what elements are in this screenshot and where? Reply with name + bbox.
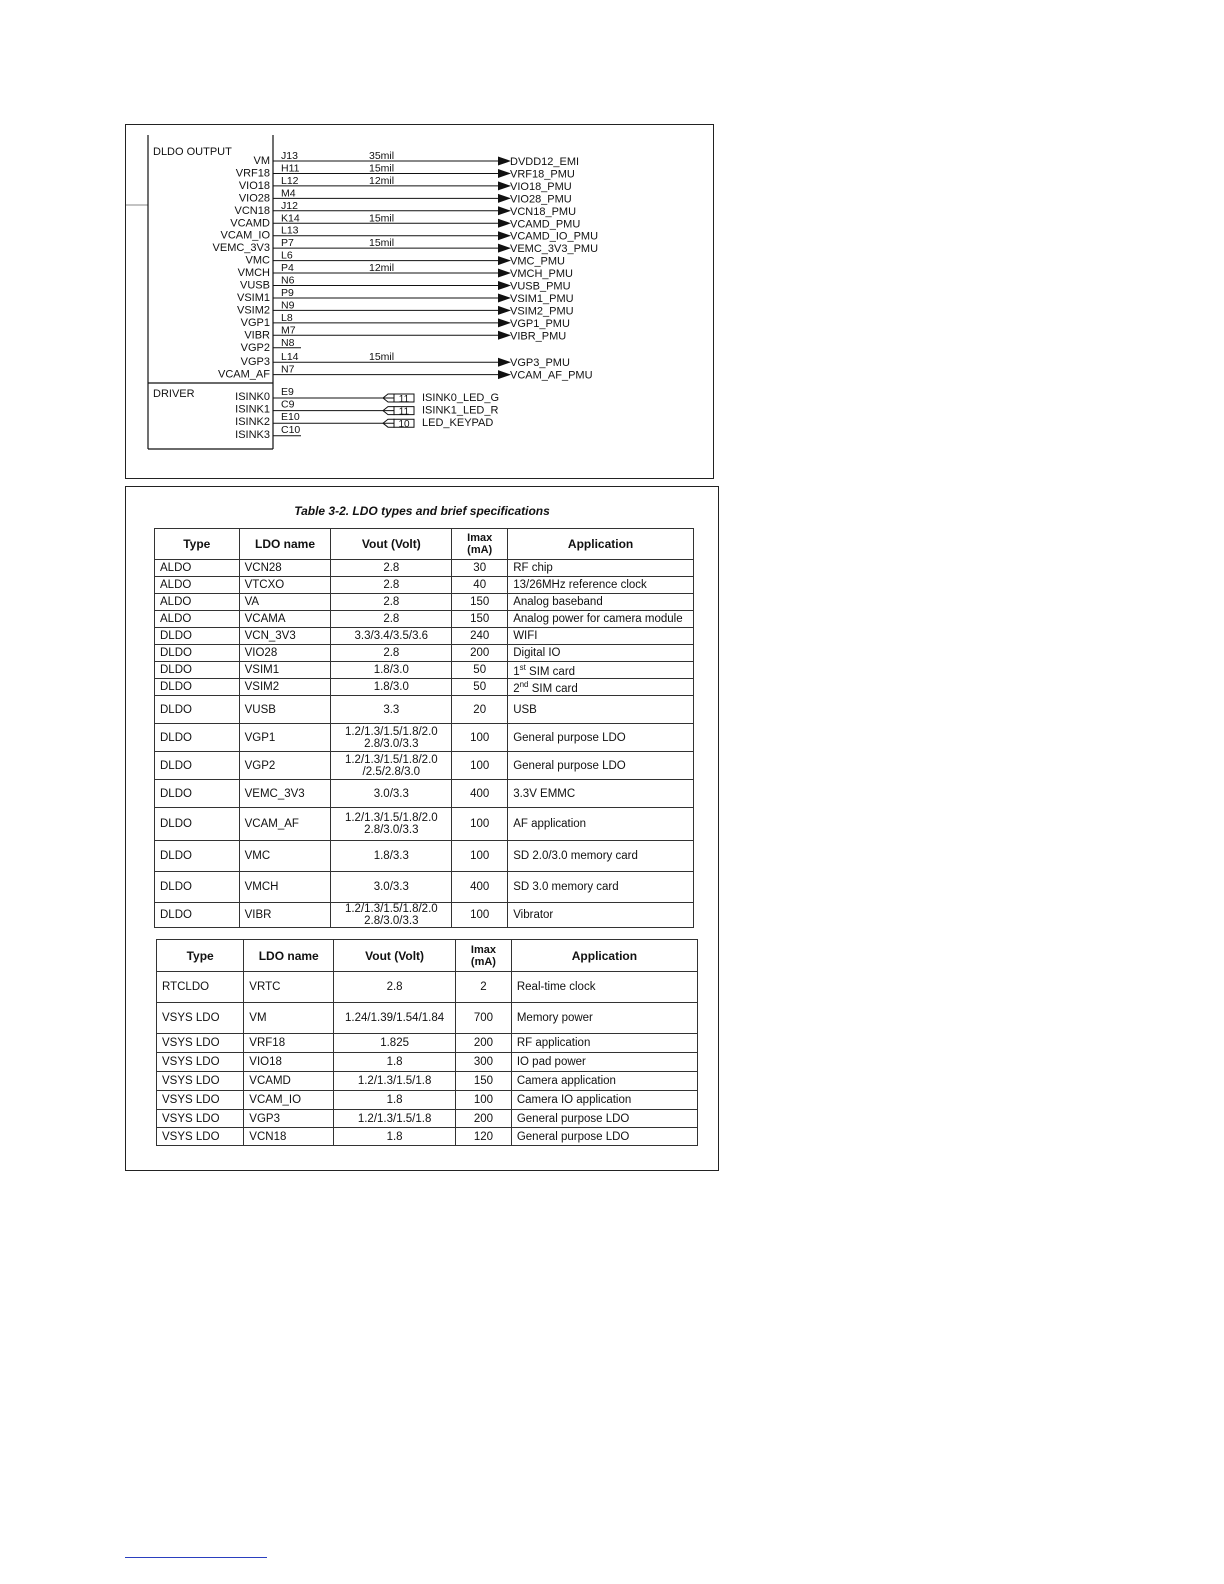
- net-label: VRF18_PMU: [510, 168, 575, 181]
- column-header: Application: [511, 940, 697, 972]
- ldo-spec-table-part1: [154, 528, 694, 928]
- table-cell: DLDO: [155, 903, 240, 928]
- table-cell: 120: [456, 1128, 512, 1146]
- table-cell: VGP3: [244, 1110, 334, 1128]
- ball-label: M7: [281, 324, 296, 337]
- table-cell: VSYS LDO: [157, 1053, 244, 1072]
- ball-label: L14: [281, 351, 299, 364]
- table-cell: VGP1: [239, 724, 331, 752]
- schematic-figure: [125, 124, 714, 479]
- ball-label: P4: [281, 262, 294, 275]
- driver-pin-label: ISINK1: [235, 403, 270, 416]
- net-label: VGP1_PMU: [510, 317, 570, 330]
- table-cell: ALDO: [155, 577, 240, 594]
- table-cell: 1.825: [334, 1034, 456, 1053]
- ldo-pin-label: VM: [253, 155, 270, 167]
- net-label: VCAM_AF_PMU: [510, 369, 593, 382]
- ldo-output-schematic: [126, 125, 712, 477]
- ball-label: L13: [281, 224, 299, 237]
- table-row: [157, 1110, 698, 1128]
- table-row: [155, 752, 694, 780]
- table-cell: 3.3/3.4/3.5/3.6: [331, 628, 452, 645]
- table-row: [157, 1034, 698, 1053]
- driver-pin-label: ISINK2: [235, 416, 270, 429]
- table-cell: 400: [452, 872, 508, 903]
- table-row: [155, 594, 694, 611]
- ldo-pin-label: VIO18: [238, 179, 270, 192]
- table-cell: DLDO: [155, 841, 240, 872]
- table-cell: VSYS LDO: [157, 1091, 244, 1110]
- block-label-dldo: DLDO OUTPUT: [153, 146, 232, 158]
- page-ref-label: 11: [398, 394, 410, 405]
- ldo-pin-label: VCN18: [234, 204, 270, 217]
- net-label: VCAMD_PMU: [510, 218, 581, 231]
- table-cell: VUSB: [239, 696, 331, 724]
- table-cell: VCAM_IO: [244, 1091, 334, 1110]
- table-cell: 1.8: [334, 1128, 456, 1146]
- table-cell: 100: [456, 1091, 512, 1110]
- table-cell: 2: [456, 972, 512, 1003]
- net-label: VMCH_PMU: [510, 268, 573, 281]
- table-cell: 100: [452, 724, 508, 752]
- trace-width-label: 35mil: [369, 150, 395, 162]
- table-cell: 150: [452, 594, 508, 611]
- ldo-pin-label: VMC: [245, 254, 270, 267]
- table-cell: 100: [452, 808, 508, 841]
- table-cell: VCN18: [244, 1128, 334, 1146]
- table-cell: 100: [452, 903, 508, 928]
- table-cell: 200: [456, 1034, 512, 1053]
- table-cell: 240: [452, 628, 508, 645]
- ldo-pin-label: VUSB: [240, 279, 270, 292]
- ball-label: E9: [281, 386, 294, 398]
- table-row: [155, 724, 694, 752]
- ldo-pin-label: VRF18: [235, 167, 270, 180]
- table-cell: DLDO: [155, 752, 240, 780]
- table-header-row: [157, 940, 698, 972]
- table-cell: General purpose LDO: [508, 752, 694, 780]
- table-cell: 400: [452, 780, 508, 808]
- net-label: VMC_PMU: [510, 255, 566, 268]
- table-cell: 1.2/1.3/1.5/1.8/2.0 2.8/3.0/3.3: [331, 808, 452, 841]
- table-row: [155, 841, 694, 872]
- table-cell: VA: [239, 594, 331, 611]
- table-row: [157, 1003, 698, 1034]
- table-cell: VRF18: [244, 1034, 334, 1053]
- table-cell: VEMC_3V3: [239, 780, 331, 808]
- net-label: VIO28_PMU: [510, 193, 572, 206]
- table-cell: DLDO: [155, 780, 240, 808]
- table-cell: Vibrator: [508, 903, 694, 928]
- driver-net-label: ISINK1_LED_R: [422, 404, 499, 417]
- table-cell: AF application: [508, 808, 694, 841]
- table-header-row: [155, 529, 694, 560]
- table-row: [155, 808, 694, 841]
- net-label: VUSB_PMU: [510, 280, 571, 293]
- table-cell: VIBR: [239, 903, 331, 928]
- net-label: VEMC_3V3_PMU: [510, 243, 599, 256]
- ball-label: P9: [281, 286, 294, 299]
- ldo-pin-label: VSIM1: [236, 291, 270, 304]
- table-cell: 150: [452, 611, 508, 628]
- table-cell: 2.8: [331, 560, 452, 577]
- table-cell: DLDO: [155, 628, 240, 645]
- table-cell: 200: [452, 645, 508, 662]
- table-cell: VIO28: [239, 645, 331, 662]
- page-ref-label: 10: [398, 419, 410, 431]
- table-cell: 2.8: [334, 972, 456, 1003]
- driver-net-label: LED_KEYPAD: [422, 417, 494, 430]
- column-header: LDO name: [239, 529, 331, 560]
- table-row: [157, 1072, 698, 1091]
- table-cell: USB: [508, 696, 694, 724]
- ldo-pin-label: VCAM_AF: [218, 368, 270, 381]
- ldo-pin-label: VMCH: [237, 267, 270, 280]
- table-cell: VGP2: [239, 752, 331, 780]
- table-cell: RF chip: [508, 560, 694, 577]
- ldo-pin-label: VGP3: [240, 356, 270, 369]
- column-header: Application: [508, 529, 694, 560]
- table-row: [157, 1053, 698, 1072]
- table-cell: Analog baseband: [508, 594, 694, 611]
- ball-label: L12: [281, 174, 299, 187]
- trace-width-label: 15mil: [369, 212, 395, 225]
- ball-label: J13: [281, 150, 298, 162]
- table-cell: RTCLDO: [157, 972, 244, 1003]
- column-header: Type: [157, 940, 244, 972]
- table-row: [155, 872, 694, 903]
- table-row: [155, 611, 694, 628]
- ball-label: E10: [281, 411, 300, 424]
- table-cell: General purpose LDO: [511, 1110, 697, 1128]
- table-cell: 40: [452, 577, 508, 594]
- table-caption: Table 3-2. LDO types and brief specifications: [294, 504, 550, 518]
- ball-label: N8: [281, 336, 295, 349]
- ldo-pin-label: VCAMD: [230, 217, 270, 230]
- ball-label: N7: [281, 363, 295, 376]
- table-cell: 1.8: [334, 1053, 456, 1072]
- page-ref-label: 11: [398, 406, 410, 418]
- column-header: Vout (Volt): [331, 529, 452, 560]
- table-cell: 150: [456, 1072, 512, 1091]
- ldo-pin-label: VEMC_3V3: [212, 242, 270, 255]
- table-cell: WIFI: [508, 628, 694, 645]
- net-label: VIBR_PMU: [510, 330, 567, 343]
- table-cell: ALDO: [155, 611, 240, 628]
- ball-label: H11: [281, 162, 300, 175]
- table-cell: 2nd SIM card: [508, 679, 694, 696]
- trace-width-label: 15mil: [369, 237, 395, 250]
- driver-net-label: ISINK0_LED_G: [422, 392, 500, 404]
- table-cell: DLDO: [155, 724, 240, 752]
- table-row: [155, 628, 694, 645]
- ball-label: M4: [281, 187, 296, 200]
- table-cell: 1.8/3.3: [331, 841, 452, 872]
- table-cell: DLDO: [155, 662, 240, 679]
- table-cell: VIO18: [244, 1053, 334, 1072]
- table-cell: 1.2/1.3/1.5/1.8/2.0 2.8/3.0/3.3: [331, 903, 452, 928]
- table-cell: VCN_3V3: [239, 628, 331, 645]
- table-row: [155, 577, 694, 594]
- table-cell: 3.3V EMMC: [508, 780, 694, 808]
- net-label: VIO18_PMU: [510, 180, 572, 193]
- net-label: VSIM1_PMU: [510, 292, 574, 305]
- table-cell: DLDO: [155, 808, 240, 841]
- table-cell: VSYS LDO: [157, 1034, 244, 1053]
- table-row: [157, 972, 698, 1003]
- table-cell: 100: [452, 752, 508, 780]
- table-cell: Digital IO: [508, 645, 694, 662]
- table-cell: 20: [452, 696, 508, 724]
- ball-label: L6: [281, 249, 293, 262]
- ball-label: C10: [281, 423, 301, 436]
- table-cell: VSIM2: [239, 679, 331, 696]
- net-label: VGP3_PMU: [510, 357, 570, 370]
- table-cell: IO pad power: [511, 1053, 697, 1072]
- ball-label: L8: [281, 311, 293, 324]
- table-cell: General purpose LDO: [511, 1128, 697, 1146]
- table-cell: VRTC: [244, 972, 334, 1003]
- footnote-separator: [125, 1557, 267, 1558]
- table-cell: Analog power for camera module: [508, 611, 694, 628]
- table-cell: Memory power: [511, 1003, 697, 1034]
- ldo-pin-label: VIBR: [244, 329, 270, 342]
- table-cell: 30: [452, 560, 508, 577]
- table-row: [155, 780, 694, 808]
- table-cell: ALDO: [155, 594, 240, 611]
- column-header: Vout (Volt): [334, 940, 456, 972]
- ball-label: N9: [281, 299, 295, 312]
- table-cell: 2.8: [331, 577, 452, 594]
- table-cell: VSIM1: [239, 662, 331, 679]
- table-cell: 1.8/3.0: [331, 662, 452, 679]
- column-header: Type: [155, 529, 240, 560]
- table-cell: 1.2/1.3/1.5/1.8: [334, 1110, 456, 1128]
- table-cell: 13/26MHz reference clock: [508, 577, 694, 594]
- net-label: DVDD12_EMI: [510, 156, 580, 168]
- net-label: VCN18_PMU: [510, 205, 577, 218]
- ball-label: J12: [281, 199, 298, 212]
- ldo-pin-label: VSIM2: [236, 304, 270, 317]
- trace-width-label: 12mil: [369, 174, 395, 187]
- table-cell: VTCXO: [239, 577, 331, 594]
- table-cell: VMCH: [239, 872, 331, 903]
- ball-label: P7: [281, 237, 294, 250]
- table-cell: VSYS LDO: [157, 1003, 244, 1034]
- driver-pin-label: ISINK0: [235, 391, 270, 403]
- table-cell: 1.8: [334, 1091, 456, 1110]
- table-cell: 100: [452, 841, 508, 872]
- trace-width-label: 15mil: [369, 351, 395, 364]
- table-cell: VMC: [239, 841, 331, 872]
- table-cell: 50: [452, 662, 508, 679]
- table-cell: 1.2/1.3/1.5/1.8/2.0 2.8/3.0/3.3: [331, 724, 452, 752]
- table-cell: SD 2.0/3.0 memory card: [508, 841, 694, 872]
- table-cell: 300: [456, 1053, 512, 1072]
- table-cell: VCAM_AF: [239, 808, 331, 841]
- table-cell: VM: [244, 1003, 334, 1034]
- column-header: Imax (mA): [456, 940, 512, 972]
- table-cell: ALDO: [155, 560, 240, 577]
- block-label-driver: DRIVER: [153, 388, 195, 400]
- table-cell: 1.24/1.39/1.54/1.84: [334, 1003, 456, 1034]
- table-cell: 3.0/3.3: [331, 872, 452, 903]
- table-cell: SD 3.0 memory card: [508, 872, 694, 903]
- table-cell: DLDO: [155, 696, 240, 724]
- table-cell: 3.3: [331, 696, 452, 724]
- table-cell: 50: [452, 679, 508, 696]
- table-cell: 2.8: [331, 645, 452, 662]
- table-cell: DLDO: [155, 645, 240, 662]
- ldo-spec-table-part2: [156, 939, 698, 1146]
- column-header: LDO name: [244, 940, 334, 972]
- table-cell: VCN28: [239, 560, 331, 577]
- table-row: [155, 645, 694, 662]
- table-cell: 200: [456, 1110, 512, 1128]
- table-row: [157, 1128, 698, 1146]
- table-cell: General purpose LDO: [508, 724, 694, 752]
- net-label: VCAMD_IO_PMU: [510, 230, 599, 243]
- table-cell: 2.8: [331, 594, 452, 611]
- table-cell: VSYS LDO: [157, 1110, 244, 1128]
- table-cell: 700: [456, 1003, 512, 1034]
- table-cell: RF application: [511, 1034, 697, 1053]
- ball-label: C9: [281, 398, 295, 411]
- table-cell: 3.0/3.3: [331, 780, 452, 808]
- table-cell: DLDO: [155, 679, 240, 696]
- table-cell: Camera application: [511, 1072, 697, 1091]
- trace-width-label: 15mil: [369, 162, 395, 175]
- table-cell: VCAMA: [239, 611, 331, 628]
- table-cell: 2.8: [331, 611, 452, 628]
- column-header: Imax (mA): [452, 529, 508, 560]
- table-row: [155, 679, 694, 696]
- ball-label: N6: [281, 274, 295, 287]
- driver-pin-label: ISINK3: [235, 428, 270, 441]
- table-cell: DLDO: [155, 872, 240, 903]
- table-row: [155, 560, 694, 577]
- table-cell: VSYS LDO: [157, 1072, 244, 1091]
- table-row: [155, 696, 694, 724]
- ldo-pin-label: VCAM_IO: [220, 229, 270, 242]
- trace-width-label: 12mil: [369, 262, 395, 275]
- table-cell: 1.2/1.3/1.5/1.8: [334, 1072, 456, 1091]
- table-cell: 1st SIM card: [508, 662, 694, 679]
- ldo-table-figure: [125, 486, 719, 1171]
- table-cell: VSYS LDO: [157, 1128, 244, 1146]
- ldo-pin-label: VGP2: [240, 341, 270, 354]
- table-cell: 1.2/1.3/1.5/1.8/2.0 /2.5/2.8/3.0: [331, 752, 452, 780]
- table-cell: Real-time clock: [511, 972, 697, 1003]
- net-label: VSIM2_PMU: [510, 305, 574, 318]
- table-row: [155, 662, 694, 679]
- table-row: [157, 1091, 698, 1110]
- ball-label: K14: [281, 212, 300, 225]
- table-row: [155, 903, 694, 928]
- table-cell: 1.8/3.0: [331, 679, 452, 696]
- ldo-pin-label: VIO28: [238, 192, 270, 205]
- table-cell: Camera IO application: [511, 1091, 697, 1110]
- table-cell: VCAMD: [244, 1072, 334, 1091]
- ldo-pin-label: VGP1: [240, 316, 270, 329]
